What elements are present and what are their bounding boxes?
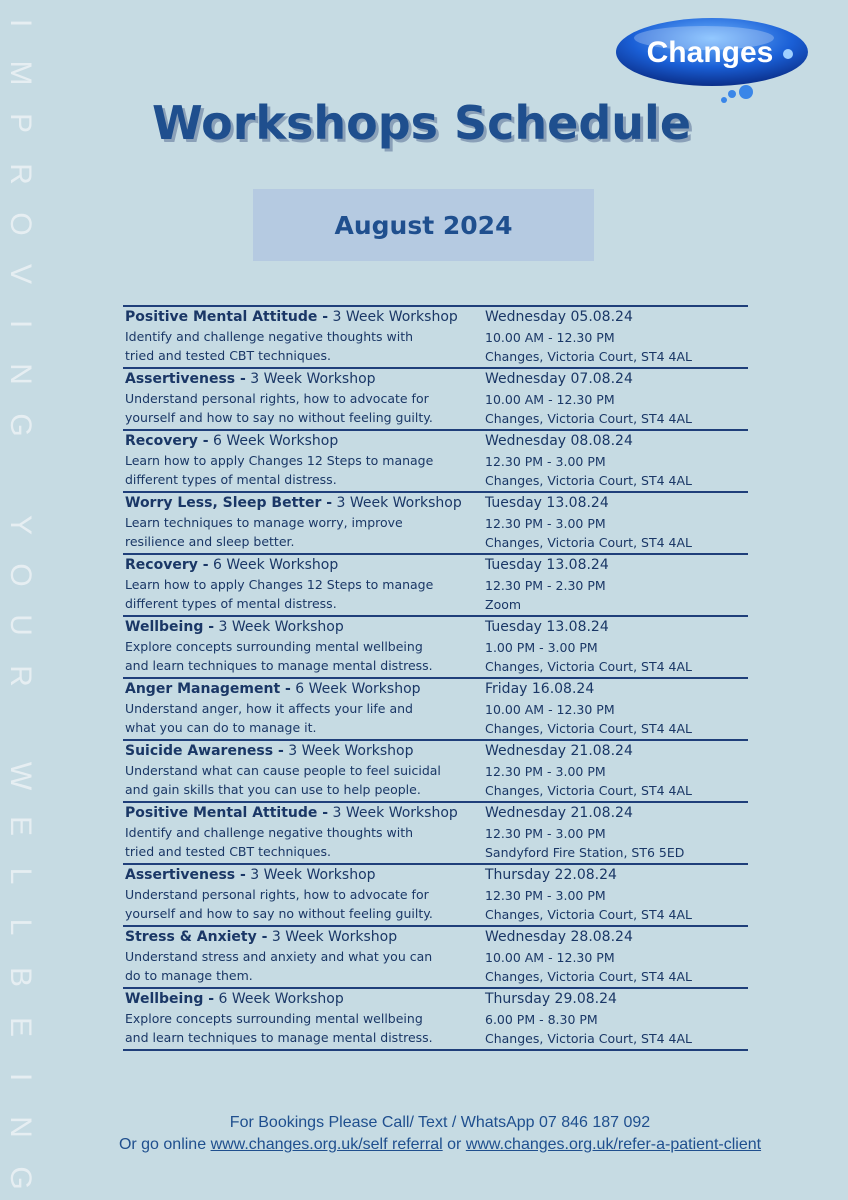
workshop-title — [125, 369, 475, 389]
workshop-row — [123, 429, 748, 491]
side-text-letter: G — [4, 412, 37, 437]
workshop-info — [125, 927, 475, 985]
workshop-row — [123, 863, 748, 925]
side-text-letter: I — [4, 18, 37, 28]
workshop-info — [125, 369, 475, 427]
workshop-row — [123, 367, 748, 429]
workshop-time: 10.00 AM - 12.30 PM — [485, 950, 615, 965]
workshop-when-where — [485, 989, 745, 1048]
workshop-title — [125, 555, 475, 575]
side-text-letter: B — [4, 966, 37, 987]
workshop-venue: Sandyford Fire Station, ST6 5ED — [485, 845, 685, 860]
workshop-info — [125, 803, 475, 861]
online-line — [80, 1134, 800, 1156]
side-text-letter: W — [4, 761, 37, 791]
workshop-title — [125, 803, 475, 823]
workshop-duration: 6 Week Workshop — [295, 681, 421, 697]
side-text-letter: E — [4, 816, 37, 837]
side-text-letter — [5, 711, 35, 741]
workshop-title — [125, 679, 475, 699]
workshop-venue: Changes, Victoria Court, ST4 4AL — [485, 411, 692, 426]
logo-wordmark: Changes — [646, 36, 774, 69]
workshop-description-1: Explore concepts surrounding mental wellbeing — [125, 639, 423, 654]
workshop-date: Friday 16.08.24 — [485, 681, 595, 697]
workshop-date: Thursday 22.08.24 — [485, 867, 617, 883]
side-text-letter: V — [4, 264, 37, 285]
workshop-name: Positive Mental Attitude - — [125, 805, 329, 821]
workshop-date: Tuesday 13.08.24 — [485, 495, 609, 511]
workshop-when-where — [485, 493, 745, 552]
workshop-time: 10.00 AM - 12.30 PM — [485, 392, 615, 407]
workshop-time: 12.30 PM - 3.00 PM — [485, 888, 606, 903]
workshop-date: Tuesday 13.08.24 — [485, 619, 609, 635]
workshop-duration: 3 Week Workshop — [271, 929, 398, 945]
workshop-description-2: and learn techniques to manage mental distress. — [125, 1030, 433, 1045]
workshop-info — [125, 741, 475, 799]
side-text-letter: N — [4, 1116, 37, 1139]
workshop-duration: 3 Week Workshop — [336, 495, 462, 511]
side-text-letter: R — [4, 162, 37, 185]
workshop-row — [123, 739, 748, 801]
workshop-description-2: and gain skills that you can use to help people. — [125, 782, 421, 797]
workshop-info — [125, 307, 475, 365]
workshop-title — [125, 741, 475, 761]
workshop-info — [125, 617, 475, 675]
workshop-venue: Changes, Victoria Court, ST4 4AL — [485, 721, 692, 736]
workshop-name: Suicide Awareness - — [125, 743, 284, 759]
workshop-title — [125, 865, 475, 885]
workshop-description-2: do to manage them. — [125, 968, 253, 983]
workshop-description-2: yourself and how to say no without feeling guilty. — [125, 410, 433, 425]
workshop-name: Recovery - — [125, 557, 209, 573]
page-title: Workshops Schedule — [152, 96, 692, 150]
side-text-letter: R — [4, 664, 37, 687]
workshop-info — [125, 555, 475, 613]
workshop-when-where — [485, 555, 745, 614]
workshop-time: 12.30 PM - 3.00 PM — [485, 454, 606, 469]
side-text-letter — [5, 460, 35, 490]
workshop-row — [123, 987, 748, 1051]
workshop-description-2: different types of mental distress. — [125, 596, 337, 611]
side-text-letter: U — [4, 614, 37, 637]
workshop-venue: Changes, Victoria Court, ST4 4AL — [485, 659, 692, 674]
workshop-title — [125, 989, 475, 1009]
workshop-when-where — [485, 865, 745, 924]
side-text-letter: I — [4, 1073, 37, 1082]
month-label: August 2024 — [334, 210, 513, 240]
footer — [80, 1112, 800, 1156]
workshop-name: Stress & Anxiety - — [125, 929, 268, 945]
workshop-venue: Changes, Victoria Court, ST4 4AL — [485, 969, 692, 984]
workshop-when-where — [485, 679, 745, 738]
booking-line: For Bookings Please Call/ Text / WhatsApp 07 846 187 092 — [229, 1114, 651, 1131]
workshop-description-1: Learn how to apply Changes 12 Steps to manage — [125, 453, 434, 468]
workshop-row — [123, 801, 748, 863]
workshop-description-1: Understand anger, how it affects your life and — [125, 701, 413, 716]
workshop-name: Wellbeing - — [125, 619, 215, 635]
workshop-when-where — [485, 803, 745, 862]
workshop-time: 6.00 PM - 8.30 PM — [485, 1012, 598, 1027]
workshop-when-where — [485, 369, 745, 428]
workshop-title — [125, 617, 475, 637]
workshop-date: Wednesday 21.08.24 — [485, 743, 633, 759]
workshop-date: Wednesday 05.08.24 — [485, 309, 633, 325]
workshop-schedule — [123, 305, 748, 1051]
workshop-date: Wednesday 08.08.24 — [485, 433, 633, 449]
workshop-venue: Changes, Victoria Court, ST4 4AL — [485, 1031, 692, 1046]
side-text-letter: L — [4, 918, 37, 935]
workshop-date: Wednesday 21.08.24 — [485, 805, 633, 821]
workshop-description-1: Learn techniques to manage worry, improve — [125, 515, 403, 530]
workshop-row — [123, 491, 748, 553]
workshop-duration: 3 Week Workshop — [218, 619, 344, 635]
workshop-title — [125, 927, 475, 947]
workshop-title — [125, 493, 475, 513]
workshop-info — [125, 493, 475, 551]
workshop-duration: 3 Week Workshop — [250, 371, 376, 387]
workshop-when-where — [485, 927, 745, 986]
workshop-time: 12.30 PM - 3.00 PM — [485, 764, 606, 779]
workshop-time: 10.00 AM - 12.30 PM — [485, 702, 615, 717]
workshop-venue: Changes, Victoria Court, ST4 4AL — [485, 783, 692, 798]
workshop-date: Tuesday 13.08.24 — [485, 557, 609, 573]
workshop-duration: 6 Week Workshop — [218, 991, 344, 1007]
workshop-duration: 3 Week Workshop — [288, 743, 414, 759]
workshop-info — [125, 431, 475, 489]
workshop-date: Wednesday 28.08.24 — [485, 929, 633, 945]
workshop-title — [125, 431, 475, 451]
workshop-info — [125, 679, 475, 737]
workshop-duration: 3 Week Workshop — [332, 309, 458, 325]
workshop-name: Wellbeing - — [125, 991, 215, 1007]
workshop-name: Positive Mental Attitude - — [125, 309, 329, 325]
workshop-duration: 3 Week Workshop — [332, 805, 458, 821]
workshop-info — [125, 865, 475, 923]
online-prefix: Or go online — [118, 1136, 207, 1153]
online-or: or — [447, 1136, 462, 1153]
workshop-row — [123, 305, 748, 367]
workshop-venue: Changes, Victoria Court, ST4 4AL — [485, 349, 692, 364]
workshop-description-1: Identify and challenge negative thoughts with — [125, 825, 414, 840]
workshop-venue: Changes, Victoria Court, ST4 4AL — [485, 907, 692, 922]
workshop-row — [123, 553, 748, 615]
workshop-when-where — [485, 617, 745, 676]
workshop-venue: Zoom — [485, 597, 522, 612]
workshop-venue: Changes, Victoria Court, ST4 4AL — [485, 535, 692, 550]
side-text-letter: O — [4, 212, 37, 236]
month-banner — [253, 189, 594, 261]
workshop-description-2: and learn techniques to manage mental distress. — [125, 658, 433, 673]
side-text-letter: G — [4, 1166, 37, 1190]
side-text-letter: Y — [4, 515, 37, 536]
workshop-time: 10.00 AM - 12.30 PM — [485, 330, 615, 345]
workshop-duration: 3 Week Workshop — [250, 867, 376, 883]
side-text-letter: O — [4, 563, 37, 587]
workshop-when-where — [485, 307, 745, 366]
workshop-name: Assertiveness - — [125, 371, 246, 387]
workshop-date: Thursday 29.08.24 — [485, 991, 617, 1007]
side-text-letter: L — [4, 868, 37, 885]
workshop-row — [123, 615, 748, 677]
workshop-date: Wednesday 07.08.24 — [485, 371, 633, 387]
workshop-when-where — [485, 431, 745, 490]
workshop-title — [125, 307, 475, 327]
changes-logo — [612, 14, 817, 104]
workshop-description-2: tried and tested CBT techniques. — [125, 844, 331, 859]
workshop-name: Worry Less, Sleep Better - — [125, 495, 333, 511]
side-text-letter: M — [4, 60, 37, 86]
workshop-time: 12.30 PM - 3.00 PM — [485, 826, 606, 841]
workshop-duration: 6 Week Workshop — [212, 433, 339, 449]
workshop-description-2: yourself and how to say no without feeling guilty. — [125, 906, 433, 921]
workshop-description-1: Identify and challenge negative thoughts with — [125, 329, 414, 344]
workshop-time: 12.30 PM - 2.30 PM — [485, 578, 606, 593]
workshop-description-2: different types of mental distress. — [125, 472, 337, 487]
workshop-info — [125, 989, 475, 1047]
workshop-when-where — [485, 741, 745, 800]
workshop-name: Anger Management - — [125, 681, 291, 697]
workshop-venue: Changes, Victoria Court, ST4 4AL — [485, 473, 692, 488]
workshop-row — [123, 925, 748, 987]
side-text-letter: I — [4, 320, 37, 329]
workshop-description-1: Understand what can cause people to feel suicidal — [125, 763, 441, 778]
workshop-time: 1.00 PM - 3.00 PM — [485, 640, 598, 655]
workshop-name: Assertiveness - — [125, 867, 246, 883]
workshop-description-1: Understand personal rights, how to advocate for — [125, 391, 429, 406]
workshop-name: Recovery - — [125, 433, 209, 449]
side-text-letter: E — [4, 1017, 37, 1038]
workshop-time: 12.30 PM - 3.00 PM — [485, 516, 606, 531]
workshop-description-1: Learn how to apply Changes 12 Steps to manage — [125, 577, 434, 592]
workshop-duration: 6 Week Workshop — [212, 557, 339, 573]
workshop-description-2: what you can do to manage it. — [125, 720, 317, 735]
self-referral-link[interactable]: www.changes.org.uk/self referral — [210, 1136, 443, 1153]
workshop-row — [123, 677, 748, 739]
workshop-description-1: Understand personal rights, how to advocate for — [125, 887, 429, 902]
workshop-description-1: Understand stress and anxiety and what you can — [125, 949, 433, 964]
workshop-description-1: Explore concepts surrounding mental wellbeing — [125, 1011, 423, 1026]
side-text-letter: N — [4, 363, 37, 386]
side-text-letter: P — [4, 113, 37, 134]
workshop-description-2: tried and tested CBT techniques. — [125, 348, 331, 363]
refer-patient-link[interactable]: www.changes.org.uk/refer-a-patient-client — [465, 1136, 762, 1153]
workshop-description-2: resilience and sleep better. — [125, 534, 295, 549]
side-vertical-text — [0, 8, 40, 1193]
